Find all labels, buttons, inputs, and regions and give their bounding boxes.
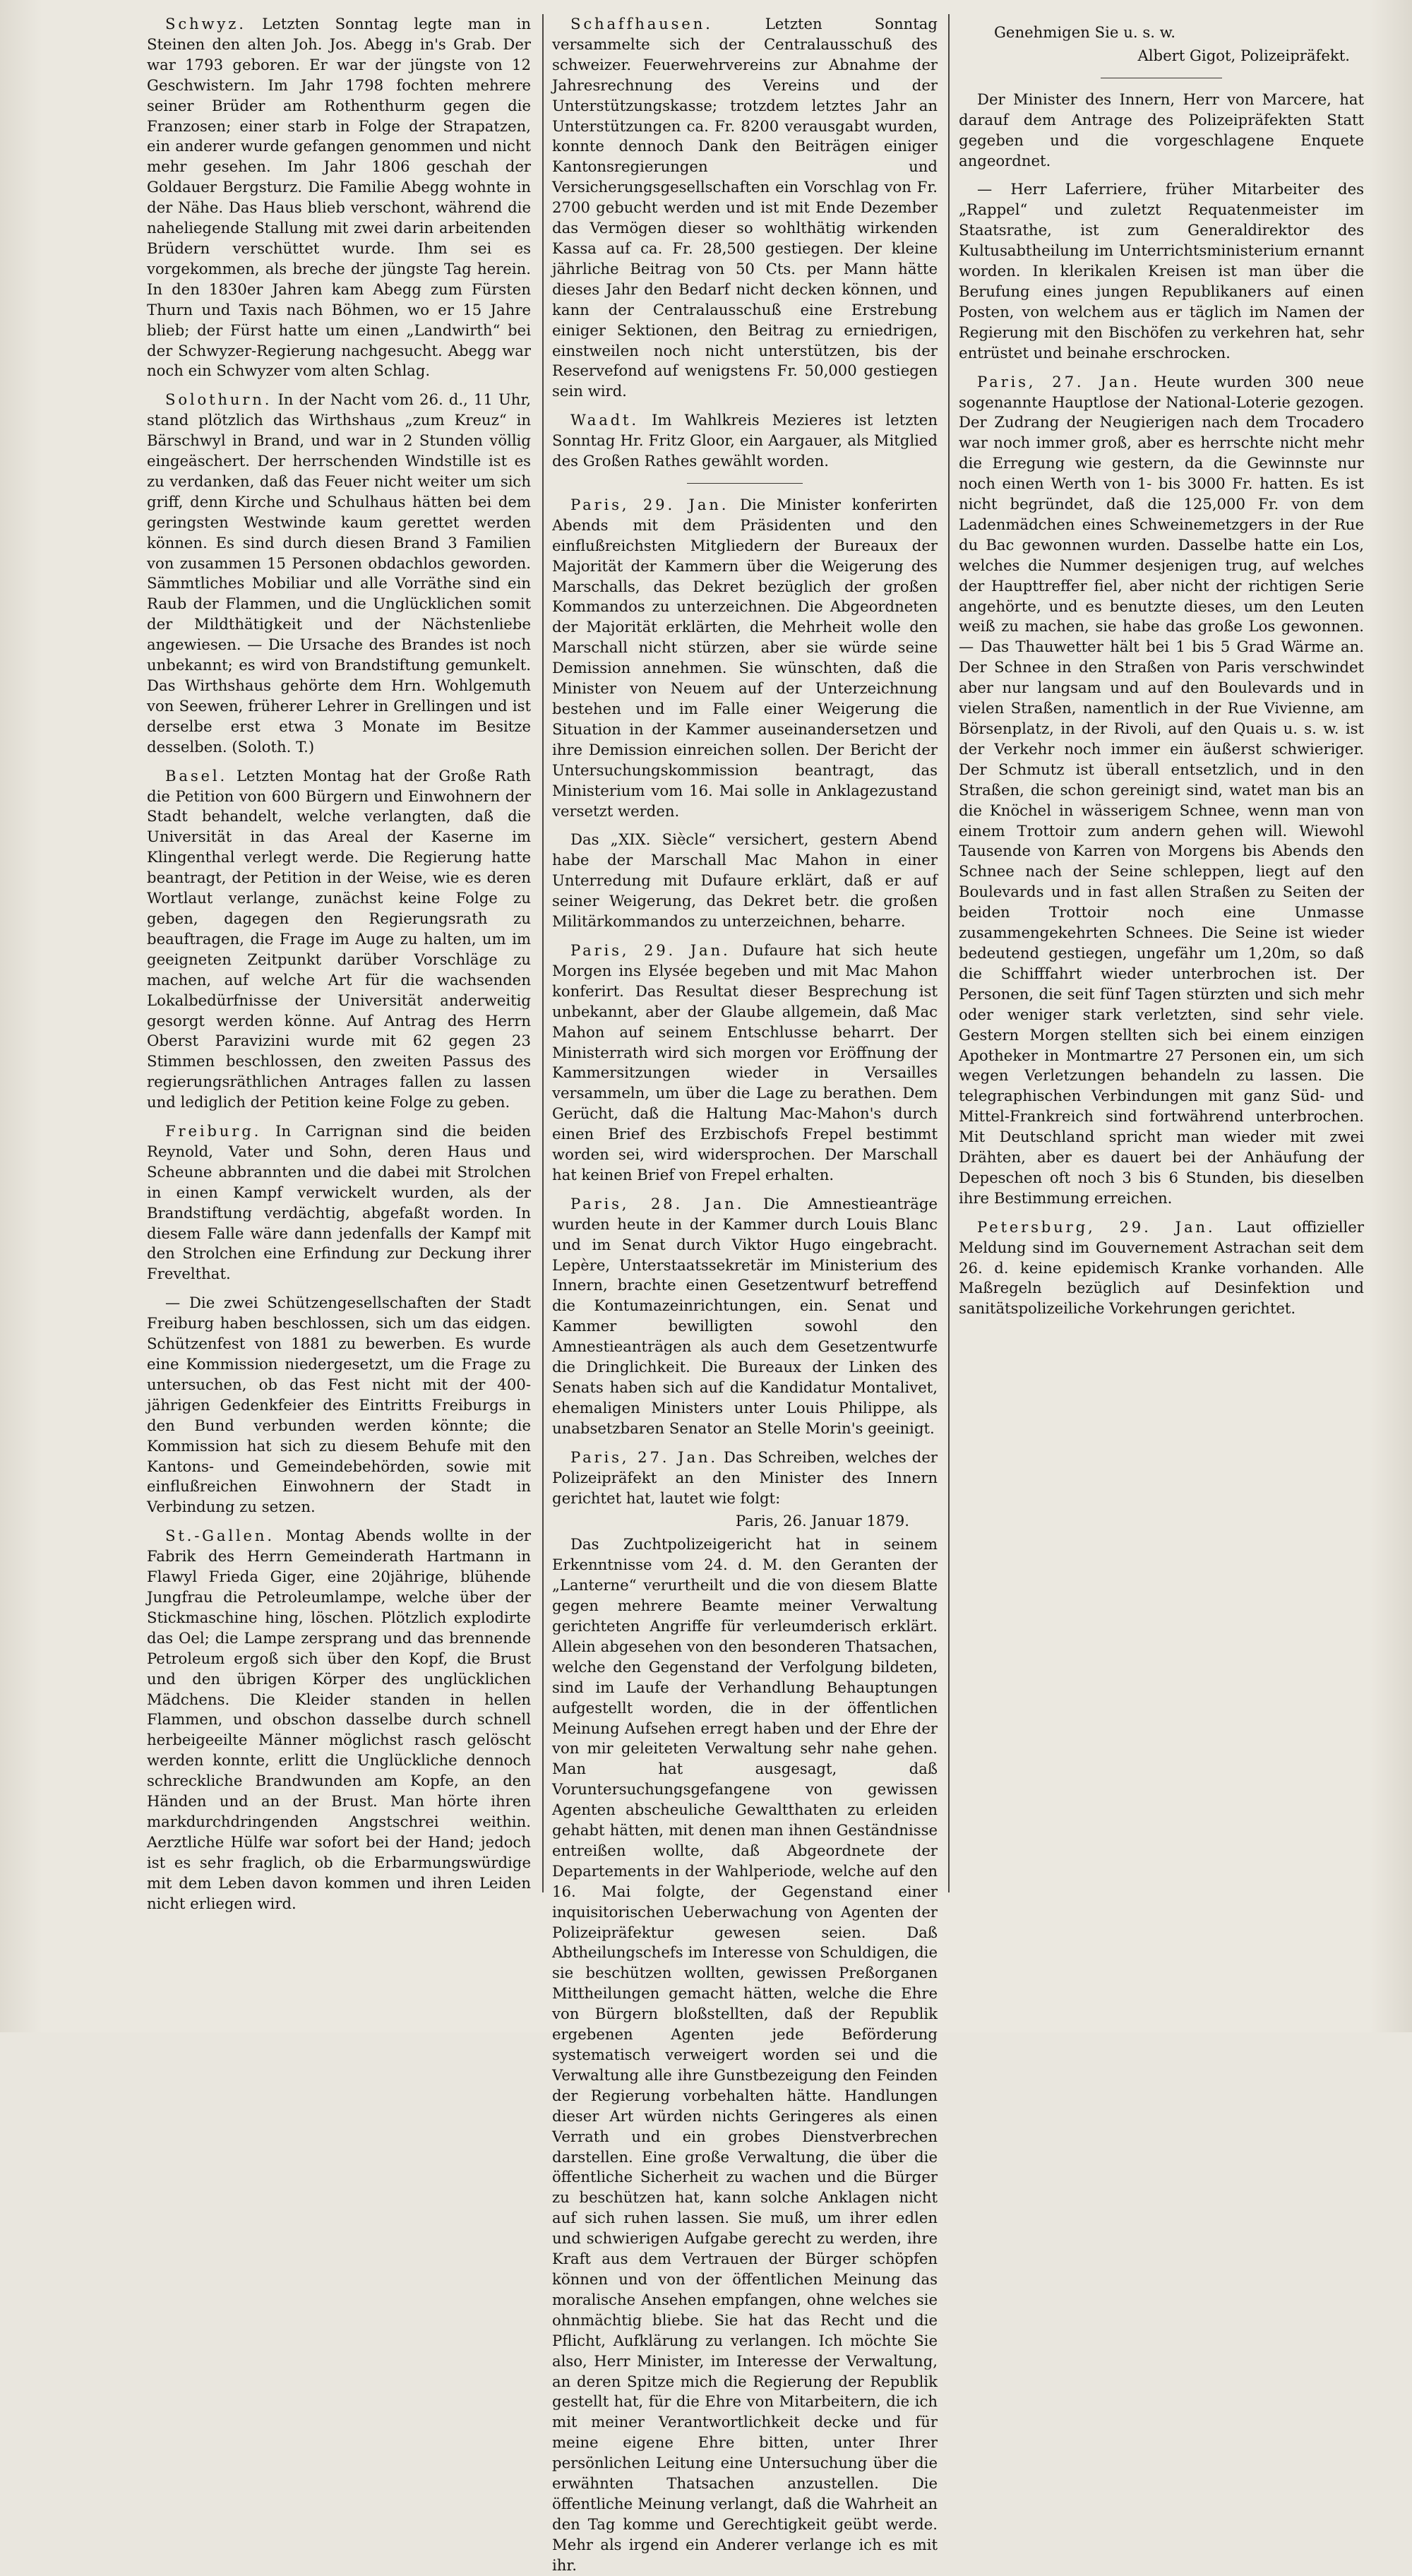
article-solothurn xyxy=(147,390,531,757)
article-freiburg xyxy=(147,1121,531,1284)
article-body: Letzten Sonntag legte man in Steinen den alten Joh. Jos. Abegg in's Grab. Der war 1793 geboren. Er war der jüngste von 12 Geschwistern. Im Jahr 1798 fochten mehrere seiner Brüder am Rothenthurm gegen die Franzosen; einer starb in Folge der Strapatzen, ein anderer wurde gefangen genommen und nicht mehr gesehen. Im Jahr 1806 geschah der Goldauer Bergsturz. Die Familie Abegg wohnte in der Nähe. Das Haus blieb verschont, während die naheliegende Stallung mit zwei darin arbeitenden Brüdern verschüttet wurde. Ihm sei es vorgekommen, als breche der jüngste Tag herein. In den 1830er Jahren kam Abegg zum Fürsten Thurn und Taxis nach Böhmen, wo er 15 Jahre blieb; der Fürst hatte um einen „Landwirth“ bei der Schwyzer-Regierung nachgesucht. Abegg war noch ein Schwyzer vom alten Schlag. xyxy=(147,15,531,380)
column-rule xyxy=(542,14,544,1892)
article-intro: Das Schreiben, welches der Polizeipräfekt an den Minister des Innern gerichtet hat, lautet wie folgt: xyxy=(552,1448,938,1507)
dateline-waadt: Waadt. xyxy=(570,411,639,429)
dateline-solothurn: Solothurn. xyxy=(165,390,273,409)
article-body: Dufaure hat sich heute Morgen ins Elysée begeben und mit Mac Mahon konferirt. Das Resultat dieser Besprechung ist unbekannt, aber der Glaube allgemein, daß Mac Mahon auf seinem Entschlusse beharrt. Der Ministerrath wird sich morgen vor Eröffnung der Kammersitzungen wieder in Versailles versammeln, um über die Lage zu berathen. Dem Gerücht, daß die Haltung Mac-Mahon's durch einen Brief des Erzbischofs Frepel bestimmt worden sei, wird widersprochen. Der Marschall hat keinen Brief von Frepel erhalten. xyxy=(552,941,938,1183)
article-paris-1 xyxy=(552,495,938,822)
article-schwyz xyxy=(147,14,531,381)
dateline-basel: Basel. xyxy=(165,766,228,785)
article-body: Im Wahlkreis Mezieres ist letzten Sonntag Hr. Fritz Gloor, ein Aargauer, als Mitglied des Großen Rathes gewählt worden. xyxy=(552,411,938,470)
article-body: In der Nacht vom 26. d., 11 Uhr, stand plötzlich das Wirthshaus „zum Kreuz“ in Bärschwyl in Brand, und war in 2 Stunden völlig eingeäschert. Der herrschenden Windstille ist es zu verdanken, daß das Feuer nicht weiter um sich griff, denn Kirche und Schulhaus hätten bei dem geringsten Westwinde kaum gerettet werden können. Es sind durch diesen Brand 3 Familien von zusammen 15 Personen obdachlos geworden. Sämmtliches Mobiliar und alle Vorräthe sind ein Raub der Flammen, und die Unglücklichen somit der Mildthätigkeit und der Nächstenliebe angewiesen. — Die Ursache des Brandes ist noch unbekannt; es wird von Brandstiftung gemunkelt. Das Wirthshaus gehörte dem Hrn. Wohlgemuth von Seewen, früherer Lehrer in Grellingen und ist derselbe erst etwa 3 Monate im Besitze desselben. xyxy=(147,390,531,756)
article-body: Montag Abends wollte in der Fabrik des Herrn Gemeinderath Hartmann in Flawyl Frieda Giger, eine 20jährige, blühende Jungfrau die Petroleumlampe, welche über der Stickmaschine hing, löschen. Plötzlich explodirte das Oel; die Lampe zersprang und das brennende Petroleum ergoß sich über den Kopf, die Brust und den übrigen Körper des unglücklichen Mädchens. Die Kleider standen in hellen Flammen, und obschon dasselbe durch schnell herbeigeeilte Männer möglichst rasch gelöscht werden konnte, erlitt die Unglückliche dennoch schreckliche Brandwunden am Kopfe, an den Händen und an der Brust. Man hörte ihren markdurchdringenden Angstschrei weithin. Aerztliche Hülfe war sofort bei der Hand; jedoch ist es sehr fraglich, ob die Erbarmungswürdige mit dem Leben davon kommen und ihren Leiden nicht erliegen wird. xyxy=(147,1527,531,1912)
article-laferriere: — Herr Laferriere, früher Mitarbeiter des „Rappel“ und zuletzt Requatenmeister im Staatsrathe, ist zum Generaldirektor des Kultusabtheilung im Unterrichtsministerium ernannt worden. In klerikalen Kreisen ist man über die Berufung eines jungen Republikaners auf einen Posten, von welchem aus er täglich im Namen der Regierung mit den Bischöfen zu verkehren hat, sehr entrüstet und beinahe erschrocken. xyxy=(959,180,1364,362)
article-freiburg-2: — Die zwei Schützengesellschaften der Stadt Freiburg haben beschlossen, sich um das eidgen. Schützenfest von 1881 zu bewerben. Es wurde eine Kommission niedergesetzt, um die Frage zu untersuchen, ob das Fest nicht mit der 400-jährigen Gedenkfeier des Eintritts Freiburgs in den Bund verbunden werden könnte; die Kommission hat sich zu diesem Behufe mit den Kantons- und Gemeindebehörden, sowie mit einflußreichen Einwohnern der Stadt in Verbindung zu setzen. xyxy=(147,1294,531,1516)
dateline-schwyz: Schwyz. xyxy=(165,15,246,32)
article-paris-5 xyxy=(959,372,1364,1209)
article-paris-2 xyxy=(552,941,938,1186)
article-body: Letzten Sonntag versammelte sich der Centralausschuß des schweizer. Feuerwehrvereins zur Abnahme der Jahresrechnung des Vereins und der Unterstützungskasse; trotzdem letztes Jahr an Unterstützungen ca. Fr. 8200 verausgabt wurden, konnte dennoch Dank den Beiträgen einiger Kantonsregierungen und Versicherungsgesellschaften ein Vorschlag von Fr. 2700 gebucht werden und ist mit Ende Dezember das Vermögen dieser so wohlthätig wirkenden Kassa auf ca. Fr. 28,500 gestiegen. Der kleine jährliche Beitrag von 50 Cts. per Mann hätte dieses Jahr den Bedarf nicht decken können, und kann der Centralausschuß eine Erstrebung einiger Sektionen, den Beitrag zu erniedrigen, einstweilen noch nicht unterstützen, bis der Reservefond auf wenigstens Fr. 50,000 gestiegen sein wird. xyxy=(552,15,938,400)
dateline-petersburg: Petersburg, 29. Jan. xyxy=(977,1217,1216,1236)
article-stgallen xyxy=(147,1526,531,1914)
source-attribution: (Soloth. T.) xyxy=(232,737,315,756)
dateline-stgallen: St.-Gallen. xyxy=(165,1527,275,1545)
letter-dateline: Paris, 26. Januar 1879. xyxy=(735,1512,909,1530)
dateline-paris: Paris, 29. Jan. xyxy=(570,941,731,959)
article-body: Laut offizieller Meldung sind im Gouvernement Astrachan seit dem 26. d. keine epidemisch Kranke vorhanden. Alle Maßregeln bezüglich auf Desinfektion und sanitätspolizeiliche Vorkehrungen gerichtet. xyxy=(959,1217,1364,1318)
letter-body: Das Zuchtpolizeigericht hat in seinem Erkenntnisse vom 24. d. M. den Geranten der „Lanterne“ verurtheilt und die von diesem Blatte gegen mehrere Beamte meiner Verwaltung gerichteten Angriffe für verleumderisch erklärt. Allein abgesehen von den besonderen Thatsachen, welche den Gegenstand der Verfolgung bildeten, sind im Laufe der Verhandlung Behauptungen aufgestellt worden, die in der öffentlichen Meinung Aufsehen erregt haben und der Ehre der von mir geleiteten Verwaltung sehr nahe gehen. Man hat ausgesagt, daß Voruntersuchungsgefangene von gewissen Agenten abscheuliche Gewaltthaten zu erleiden gehabt hätten, mit denen man ihnen Geständnisse entreißen wollte, daß Abgeordnete der Departements in der Wahlperiode, welche auf den 16. Mai folgte, der Gegenstand einer inquisitorischen Ueberwachung von Agenten der Polizeipräfektur gewesen seien. Daß Abtheilungschefs im Interesse von Schuldigen, die sie beschützen wollten, gewissen Preßorganen Mittheilungen gemacht hätten, welche die Ehre von Bürgern bloßstellten, daß der Republik ergebenen Agenten jede Beförderung systematisch verweigert worden sei und die Verwaltung alle ihre Gunstbezeigung den Feinden der Regierung vorbehalten hätte. Handlungen dieser Art würden nichts Geringeres als einen Verrath und ein grobes Dienstverbrechen darstellen. Eine große Verwaltung, die über die öffentliche Sicherheit zu wachen und die Bürger zu beschützen hat, kann solche Anklagen nicht auf sich ruhen lassen. Sie muß, um ihrer edlen und schwierigen Aufgabe gerecht zu werden, ihre Kraft aus dem Vertrauen der Bürger schöpfen können und von der öffentlichen Meinung das moralische Ansehen empfangen, ohne welches sie ohnmächtig bliebe. Sie hat das Recht und die Pflicht, Aufklärung zu verlangen. Ich möchte Sie also, Herr Minister, im Interesse der Verwaltung, an deren Spitze mich die Regierung der Republik gestellt hat, für die Ehre von Mitarbeitern, die ich mit meiner Verantwortlichkeit decke und für meine eigene Ehre bitten, unter Ihrer persönlichen Leitung eine Untersuchung über die erwähnten Thatsachen anzustellen. Die öffentliche Meinung verlangt, daß die Wahrheit an den Tag komme und Gerechtigkeit geübt werde. Mehr als irgend ein Anderer verlange ich es mit ihr. xyxy=(552,1535,938,2574)
dateline-freiburg: Freiburg. xyxy=(165,1122,262,1140)
article-marcere: Der Minister des Innern, Herr von Marcere, hat darauf dem Antrage des Polizeipräfekten Statt gegeben und die vorgeschlagene Enquete angeordnet. xyxy=(959,90,1364,169)
article-waadt xyxy=(552,410,938,472)
dateline-paris: Paris, 27. Jan. xyxy=(977,372,1141,390)
article-body: In Carrignan sind die beiden Reynold, Vater und Sohn, deren Haus und Scheune abbrannten und die dabei mit Strolchen in einen Kampf verwickelt wurden, als der Brandstiftung verdächtig, abgefaßt worden. In diesem Falle wäre dann jedenfalls der Kampf mit den Strolchen eine Erfindung zur Deckung ihrer Frevelthat. xyxy=(147,1122,531,1283)
column-rule xyxy=(948,14,950,1892)
article-petersburg xyxy=(959,1217,1364,1320)
article-body: Letzten Montag hat der Große Rath die Petition von 600 Bürgern und Einwohnern der Stadt behandelt, welche verlangten, daß die Universität in das Areal der Kaserne im Klingenthal verlegt werde. Die Regierung hatte beantragt, der Petition in der Weise, wie es deren Wortlaut verlange, zunächst keine Folge zu geben, dagegen den Regierungsrath zu beauftragen, die Frage im Auge zu halten, um im geeigneten Zeitpunkt darüber Vorschläge zu machen, auf welche Art für die wachsenden Lokalbedürfnisse der Universität anderweitig gesorgt werden könne. Auf Antrag des Herrn Oberst Paravizini wurde mit 62 gegen 23 Stimmen beschlossen, den zweiten Passus des regierungsräthlichen Antrages fallen zu lassen und lediglich der Petition keine Folge zu geben. xyxy=(147,766,531,1111)
letter-closing: Genehmigen Sie u. s. w. xyxy=(994,23,1176,41)
letter-signature: Albert Gigot, Polizeipräfekt. xyxy=(1137,46,1350,64)
article-body: Die Minister konferirten Abends mit dem Präsidenten und den einflußreichsten Mitgliedern der Bureaux der Majorität der Kammern über die Weigerung des Marschalls, das Dekret bezüglich der großen Kommandos zu unterzeichnen. Die Abgeordneten der Majorität erklärten, die Mehrheit wolle den Marschall nicht stürzen, aber sie würde seine Demission annehmen. Sie wünschten, daß die Minister von Neuem auf der Unterzeichnung bestehen und im Falle einer Weigerung die Situation in der Kammer auseinandersetzen und ihre Demission einreichen sollen. Der Bericht der Untersuchungskommission beantragt, das Ministerium vom 16. Mai solle in Anklagezustand versetzt werden. xyxy=(552,495,938,820)
article-body: Die Amnestieanträge wurden heute in der Kammer durch Louis Blanc und im Senat durch Viktor Hugo eingebracht. Lepère, Unterstaatssekretär im Ministerium des Innern, brachte einen Gesetzentwurf betreffend die Kontumazeinrichtungen, ein. Senat und Kammer bewilligten sowohl den Amnestieanträgen als auch dem Gesetzentwurfe die Dringlichkeit. Die Bureaux der Linken des Senats haben sich auf die Kandidatur Montalivet, ehemaligen Ministers unter Louis Philippe, als unabsetzbaren Senator an Stelle Morin's geeinigt. xyxy=(552,1194,938,1437)
dateline-paris: Paris, 28. Jan. xyxy=(570,1194,745,1212)
column-1 xyxy=(147,14,531,2012)
article-body: Heute wurden 300 neue sogenannte Hauptlose der National-Loterie gezogen. Der Zudrang der Neugierigen nach dem Trocadero war noch immer groß, aber es herrschte nicht mehr die Erregung wie gestern, da die Gewinnste nur noch einen Werth von 1- bis 3000 Fr. hatten. Es ist nicht begründet, daß die 125,000 Fr. von dem Ladenmädchen eines Schweinemetzgers in der Rue du Bac gewonnen wurden. Dasselbe hatte ein Los, welches die Nummer desjenigen trug, auf welches der Haupttreffer fiel, aber nicht der richtigen Serie angehörte, und es benutzte dieses, um den Leuten weiß zu machen, sie habe das große Los gewonnen. — Das Thauwetter hält bei 1 bis 5 Grad Wärme an. Der Schnee in den Straßen von Paris verschwindet aber nur langsam und auf den Boulevards und in vielen Straßen, namentlich in der Rue Vivienne, am Börsenplatz, in der Rivoli, auf den Quais u. s. w. ist der Verkehr noch immer ein äußerst schwieriger. Der Schmutz ist überall entsetzlich, und in den Straßen, die schon gereinigt sind, watet man bis an die Knöchel in wässerigem Schnee, wenn man von einem Trottoir zum andern gehen will. Wiewohl Tausende von Karren von Morgens bis Abends den Schnee nach der Seine schleppen, liegt auf den Boulevards und in fast allen Straßen zu Seiten der beiden Trottoir noch eine Unmasse zusammengekehrten Schnees. Die Seine ist wieder bedeutend gestiegen, ungefähr um 1,20m, so daß die Schifffahrt wieder unterbrochen ist. Der Personen, die seit fünf Tagen stürzten und sich mehr oder weniger stark verletzten, sind sehr viele. Gestern Morgen stellten sich bei einem einzigen Apotheker in Montmartre 27 Personen ein, um sich wegen Verletzungen behandeln zu lassen. Die telegraphischen Verbindungen mit ganz Süd- und Mittel-Frankreich sind fortwährend unterbrochen. Mit Deutschland spricht man wieder mit zwei Drähten, aber es dauert bei der Anhäufung der Depeschen oft noch 3 bis 6 Stunden, bis dieselben ihre Bestimmung erreichen. xyxy=(959,372,1364,1207)
article-schaffhausen xyxy=(552,14,938,402)
article-paris-4 xyxy=(552,1448,938,1509)
article-paris-3 xyxy=(552,1194,938,1439)
dateline-schaffhausen: Schaffhausen. xyxy=(570,15,713,32)
dateline-paris: Paris, 29. Jan. xyxy=(570,495,729,513)
article-paris-1b: Das „XIX. Siècle“ versichert, gestern Abend habe der Marschall Mac Mahon in einer Unterredung mit Dufaure erklärt, daß er auf seiner Weigerung, das Dekret betr. die großen Militärkommandos zu unterzeichnen, beharre. xyxy=(552,830,938,931)
column-3 xyxy=(959,14,1364,2012)
section-divider xyxy=(687,483,803,484)
article-basel xyxy=(147,766,531,1113)
dateline-paris: Paris, 27. Jan. xyxy=(570,1448,718,1466)
column-2 xyxy=(552,14,938,2574)
